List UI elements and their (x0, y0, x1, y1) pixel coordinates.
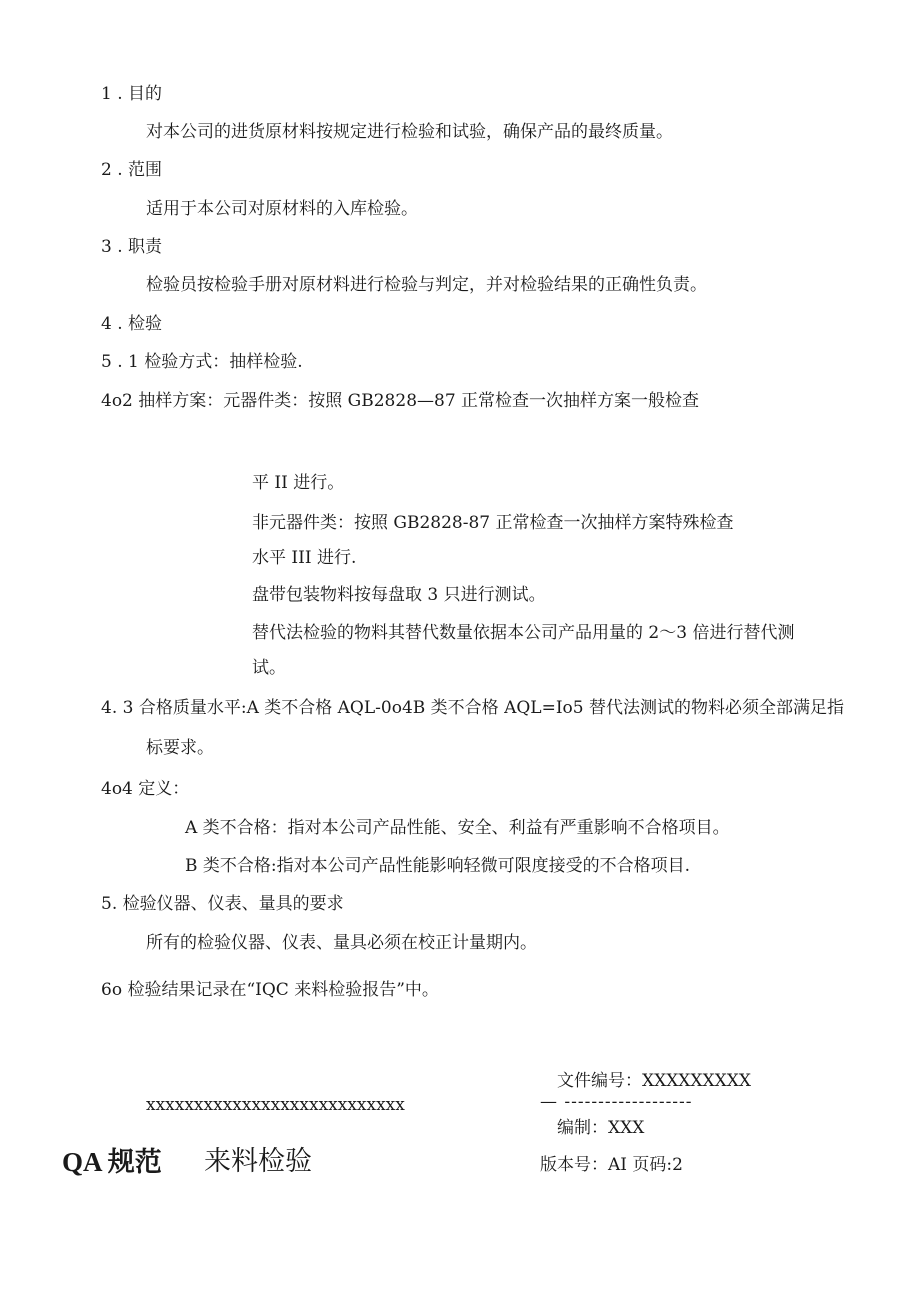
section-4-2-cont-1: 平 II 进行。 (252, 473, 345, 493)
section-4-3-line: 4. 3 合格质量水平:A 类不合格 AQL-0o4B 类不合格 AQL=Io5 替代法测试的物料必须全部满足指 (101, 698, 844, 718)
section-4-2-cont-2: 非元器件类：按照 GB2828-87 正常检查一次抽样方案特殊检查 (252, 513, 734, 533)
separator-dashes: — ------------------- (540, 1092, 693, 1112)
section-3-heading: 3 . 职责 (101, 237, 163, 257)
section-4-3-cont: 标要求。 (146, 738, 214, 758)
section-4-2-cont-5: 替代法检验的物料其替代数量依据本公司产品用量的 2～3 倍进行替代测 (252, 623, 795, 643)
section-4-heading: 4 . 检验 (101, 314, 163, 334)
section-3-text: 检验员按检验手册对原材料进行检验与判定，并对检验结果的正确性负责。 (146, 275, 707, 295)
section-6-line: 6o 检验结果记录在“IQC 来料检验报告”中。 (101, 980, 439, 1000)
section-2-heading: 2 . 范围 (101, 160, 163, 180)
section-4-2-line: 4o2 抽样方案：元器件类：按照 GB2828—87 正常检查一次抽样方案一般检查 (101, 391, 700, 411)
section-2-text: 适用于本公司对原材料的入库检验。 (146, 199, 418, 219)
section-5-text: 所有的检验仪器、仪表、量具必须在校正计量期内。 (146, 933, 537, 953)
doc-number: 文件编号：XXXXXXXXX (557, 1071, 751, 1091)
section-4-4-b: B 类不合格:指对本公司产品性能影响轻微可限度接受的不合格项目. (185, 856, 691, 876)
section-5-heading: 5. 检验仪器、仪表、量具的要求 (101, 894, 344, 914)
section-4-1-line: 5 . 1 检验方式：抽样检验. (101, 352, 303, 372)
section-1-heading: 1 . 目的 (101, 84, 163, 104)
section-4-4-a: A 类不合格：指对本公司产品性能、安全、利益有严重影响不合格项目。 (185, 818, 730, 838)
document-title: 来料检验 (204, 1146, 312, 1177)
version-page: 版本号：AI 页码:2 (540, 1155, 683, 1175)
author: 编制：XXX (557, 1118, 645, 1138)
section-4-4-heading: 4o4 定义： (101, 779, 190, 799)
qa-spec-label: QA 规范 (62, 1147, 162, 1177)
section-4-2-cont-4: 盘带包装物料按每盘取 3 只进行测试。 (252, 585, 546, 605)
section-4-2-cont-3: 水平 III 进行. (252, 548, 357, 568)
company-name: xxxxxxxxxxxxxxxxxxxxxxxxxxx (146, 1095, 405, 1115)
section-1-text: 对本公司的进货原材料按规定进行检验和试验，确保产品的最终质量。 (146, 122, 673, 142)
section-4-2-cont-6: 试。 (252, 658, 286, 678)
